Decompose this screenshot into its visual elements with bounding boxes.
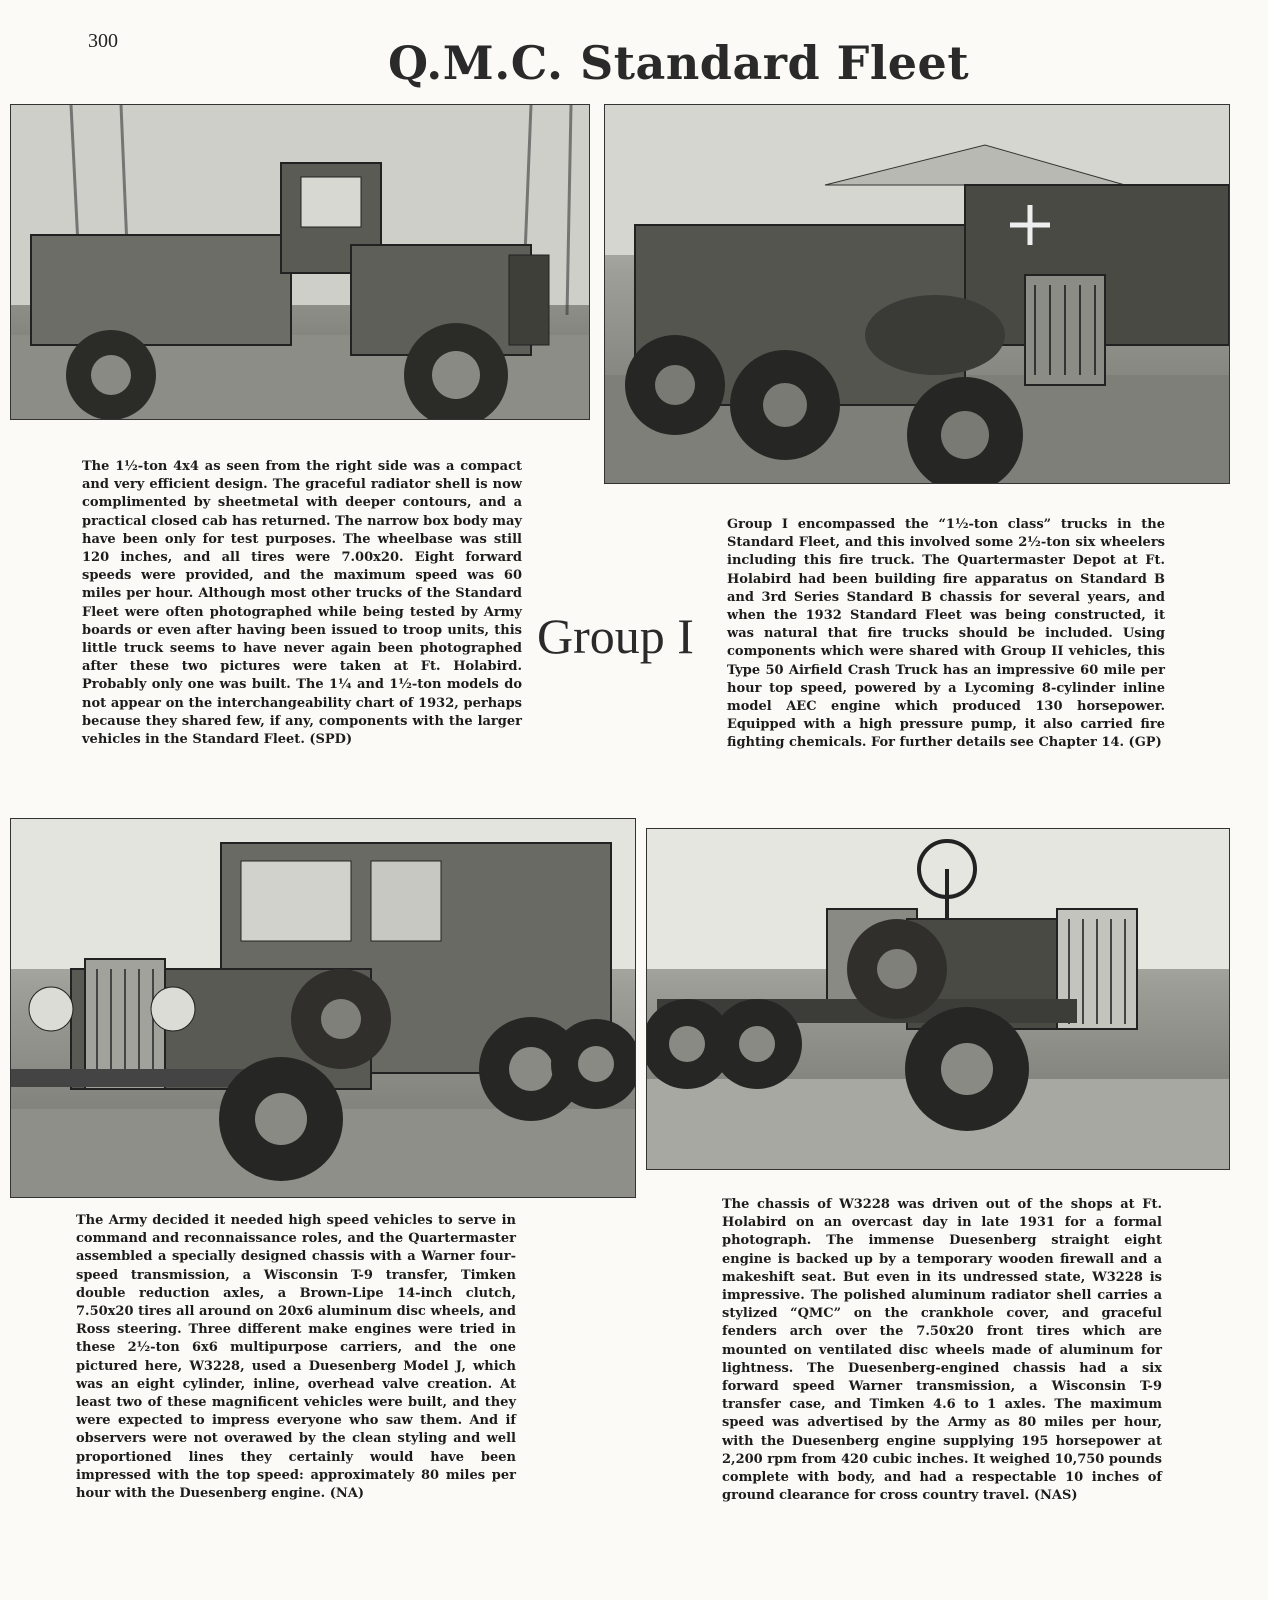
- truck-photo-4x4: [10, 104, 590, 420]
- command-car-photo: [10, 818, 636, 1198]
- page-title: Q.M.C. Standard Fleet: [388, 36, 970, 90]
- chassis-photo: [646, 828, 1230, 1170]
- caption-top-left: The 1½-ton 4x4 as seen from the right side was a compact and very efficient design. The graceful radiator shell is now complimented by sheetmetal with deeper contours, and a practical closed cab has returned. The narrow box body may have been only for test purposes. The wheelbase was still 120 inches, and all tires were 7.00x20. Eight forward speeds were provided, and the maximum speed was 60 miles per hour. Although most other trucks of the Standard Fleet were often photographed while being tested by Army boards or even after having been issued to troop units, this little truck seems to have never again been photographed after these two pictures were taken at Ft. Holabird. Probably only one was built. The 1¼ and 1½-ton models do not appear on the interchangeability chart of 1932, perhaps because they shared few, if any, components with the larger vehicles in the Standard Fleet. (SPD): [82, 459, 522, 748]
- caption-bottom-left: The Army decided it needed high speed vehicles to serve in command and reconnaissance roles, and the Quartermaster assembled a specially designed chassis with a Warner four-speed transmission, a Wisconsin T-9 transfer, Timken double reduction axles, a Brown-Lipe 14-inch clutch, 7.50x20 tires all around on 20x6 aluminum disc wheels, and Ross steering. Three different make engines were tried in these 2½-ton 6x6 multipurpose carriers, and the one pictured here, W3228, used a Duesenberg Model J, which was an eight cylinder, inline, overhead valve creation. At least two of these magnificent vehicles were built, and they were expected to impress everyone who saw them. And if observers were not overawed by the clean styling and well proportioned lines they certainly would have been impressed with the top speed: approximately 80 miles per hour with the Duesenberg engine. (NA): [76, 1213, 516, 1502]
- section-label: Group I: [537, 608, 694, 664]
- caption-top-right: Group I encompassed the “1½-ton class” trucks in the Standard Fleet, and this involved some 2½-ton six wheelers including this fire truck. The Quartermaster Depot at Ft. Holabird had been building fire apparatus on Standard B and 3rd Series Standard B chassis for several years, and when the 1932 Standard Fleet was being constructed, it was natural that fire trucks should be included. Using components which were shared with Group II vehicles, this Type 50 Airfield Crash Truck has an impressive 60 mile per hour top speed, powered by a Lycoming 8-cylinder inline model AEC engine which produced 130 horsepower. Equipped with a high pressure pump, it also carried fire fighting chemicals. For further details see Chapter 14. (GP): [727, 517, 1165, 751]
- fire-truck-photo: [604, 104, 1230, 484]
- page-number: 300: [88, 30, 118, 52]
- caption-bottom-right: The chassis of W3228 was driven out of the shops at Ft. Holabird on an overcast day in late 1931 for a formal photograph. The immense Duesenberg straight eight engine is backed up by a temporary wooden firewall and a makeshift seat. But even in its undressed state, W3228 is impressive. The polished aluminum radiator shell carries a stylized “QMC” on the crankhole cover, and graceful fenders arch over the 7.50x20 front tires which are mounted on ventilated disc wheels made of aluminum for lightness. The Duesenberg-engined chassis had a six forward speed Warner transmission, a Wisconsin T-9 transfer case, and Timken 4.6 to 1 axles. The maximum speed was advertised by the Army as 80 miles per hour, with the Duesenberg engine supplying 195 horsepower at 2,200 rpm from 420 cubic inches. It weighed 10,750 pounds complete with body, and had a respectable 10 inches of ground clearance for cross country travel. (NAS): [722, 1197, 1162, 1504]
